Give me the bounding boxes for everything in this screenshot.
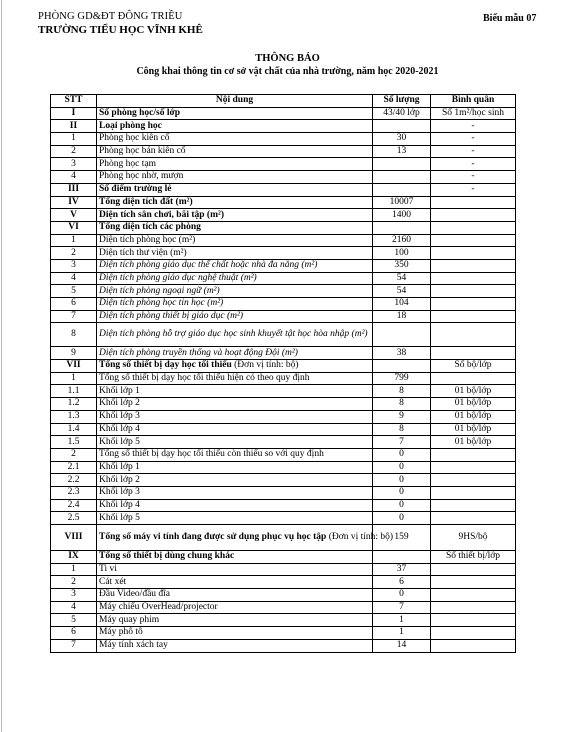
cell-content: Diện tích phòng truyền thống và hoạt động Đội (m²) xyxy=(97,347,373,360)
cell-average: 01 bộ/lớp xyxy=(431,423,516,436)
table-row xyxy=(51,158,516,171)
cell-quantity: 159 xyxy=(373,525,431,551)
cell-quantity: 104 xyxy=(373,298,431,311)
cell-stt: 2.3 xyxy=(51,486,97,499)
cell-quantity: 1 xyxy=(373,614,431,627)
cell-quantity xyxy=(373,158,431,171)
cell-content: Khối lớp 5 xyxy=(97,512,373,525)
cell-average: 01 bộ/lớp xyxy=(431,385,516,398)
table-row xyxy=(51,486,516,499)
cell-average: 9HS/bộ xyxy=(431,525,516,551)
table-row xyxy=(51,525,516,551)
cell-quantity: 1400 xyxy=(373,209,431,222)
facilities-table xyxy=(50,94,516,653)
cell-stt: 1 xyxy=(51,563,97,576)
cell-quantity: 30 xyxy=(373,133,431,146)
cell-content: Tổng diện tích các phòng xyxy=(97,221,373,234)
cell-average: 01 bộ/lớp xyxy=(431,410,516,423)
cell-stt: V xyxy=(51,209,97,222)
table-body xyxy=(51,107,516,652)
doc-title: THÔNG BÁO xyxy=(255,53,320,64)
cell-stt: 2.2 xyxy=(51,474,97,487)
cell-stt: 7 xyxy=(51,310,97,323)
cell-content: Phòng học bán kiên cố xyxy=(97,145,373,158)
table-row xyxy=(51,196,516,209)
cell-stt: 1 xyxy=(51,372,97,385)
cell-average xyxy=(431,512,516,525)
cell-stt: 8 xyxy=(51,323,97,347)
table-row xyxy=(51,285,516,298)
table-row xyxy=(51,133,516,146)
cell-quantity xyxy=(373,360,431,373)
cell-quantity: 6 xyxy=(373,576,431,589)
cell-quantity: 1 xyxy=(373,627,431,640)
agency-name: PHÒNG GD&ĐT ĐÔNG TRIỀU xyxy=(38,11,183,22)
cell-content: Tổng số thiết bị dạy học tối thiểu hiện có theo quy định xyxy=(97,372,373,385)
cell-stt: VII xyxy=(51,360,97,373)
table-row xyxy=(51,221,516,234)
table-row xyxy=(51,310,516,323)
cell-quantity: 8 xyxy=(373,385,431,398)
cell-average xyxy=(431,486,516,499)
cell-average: - xyxy=(431,171,516,184)
cell-content: Cát xét xyxy=(97,576,373,589)
cell-content: Diện tích phòng học (m²) xyxy=(97,234,373,247)
table-row xyxy=(51,372,516,385)
cell-stt: III xyxy=(51,183,97,196)
cell-quantity: 799 xyxy=(373,372,431,385)
cell-content: Khối lớp 1 xyxy=(97,385,373,398)
cell-quantity: 13 xyxy=(373,145,431,158)
table-row xyxy=(51,461,516,474)
cell-average xyxy=(431,589,516,602)
cell-quantity: 0 xyxy=(373,512,431,525)
cell-content: Loại phòng học xyxy=(97,120,373,133)
cell-content: Diện tích phòng giáo dục nghệ thuật (m²) xyxy=(97,272,373,285)
cell-quantity: 10007 xyxy=(373,196,431,209)
cell-average xyxy=(431,234,516,247)
cell-quantity: 0 xyxy=(373,474,431,487)
table-row xyxy=(51,551,516,564)
table-row xyxy=(51,499,516,512)
cell-quantity: 7 xyxy=(373,601,431,614)
header-average: Bình quân xyxy=(431,95,516,108)
cell-stt: 1.3 xyxy=(51,410,97,423)
cell-quantity: 2160 xyxy=(373,234,431,247)
cell-stt: 1.5 xyxy=(51,436,97,449)
cell-stt: 7 xyxy=(51,639,97,652)
cell-average xyxy=(431,639,516,652)
cell-content: Khối lớp 3 xyxy=(97,486,373,499)
cell-content: Diện tích sân chơi, bãi tập (m²) xyxy=(97,209,373,222)
cell-content: Phòng học tạm xyxy=(97,158,373,171)
cell-content: Diện tích phòng ngoại ngữ (m²) xyxy=(97,285,373,298)
table-row xyxy=(51,410,516,423)
cell-content: Tổng số thiết bị dùng chung khác xyxy=(97,551,373,564)
cell-quantity: 0 xyxy=(373,486,431,499)
cell-average xyxy=(431,448,516,461)
page-edge xyxy=(1,0,2,732)
cell-average xyxy=(431,627,516,640)
cell-stt: 5 xyxy=(51,285,97,298)
cell-stt: 4 xyxy=(51,601,97,614)
cell-quantity: 0 xyxy=(373,589,431,602)
cell-average xyxy=(431,499,516,512)
table-row xyxy=(51,360,516,373)
cell-stt: 6 xyxy=(51,298,97,311)
cell-content: Khối lớp 1 xyxy=(97,461,373,474)
cell-content-unit: (Đơn vị tính: bộ) xyxy=(234,360,299,371)
cell-content: Máy tính xách tay xyxy=(97,639,373,652)
cell-stt: 3 xyxy=(51,259,97,272)
cell-content: Ti vi xyxy=(97,563,373,576)
cell-content xyxy=(97,360,373,373)
cell-quantity xyxy=(373,120,431,133)
cell-average xyxy=(431,272,516,285)
cell-average xyxy=(431,563,516,576)
cell-stt: 1.1 xyxy=(51,385,97,398)
cell-content: Diện tích phòng thiết bị giáo dục (m²) xyxy=(97,310,373,323)
cell-stt: 1 xyxy=(51,133,97,146)
cell-content: Máy chiếu OverHead/projector xyxy=(97,601,373,614)
cell-stt: VIII xyxy=(51,525,97,551)
cell-content-unit: (Đơn vị tính: bộ) xyxy=(328,532,394,542)
doc-subtitle: Công khai thông tin cơ sở vật chất của nhà trường, năm học 2020-2021 xyxy=(136,66,439,77)
cell-stt: 3 xyxy=(51,589,97,602)
table-row xyxy=(51,385,516,398)
cell-quantity: 18 xyxy=(373,310,431,323)
cell-average: 01 bộ/lớp xyxy=(431,436,516,449)
cell-quantity: 54 xyxy=(373,285,431,298)
cell-content: Phòng học kiên cố xyxy=(97,133,373,146)
cell-average: - xyxy=(431,120,516,133)
cell-quantity xyxy=(373,221,431,234)
table-row xyxy=(51,601,516,614)
cell-stt: 1.2 xyxy=(51,398,97,411)
table-row xyxy=(51,347,516,360)
cell-average xyxy=(431,247,516,260)
table-row xyxy=(51,474,516,487)
cell-average xyxy=(431,209,516,222)
cell-quantity: 14 xyxy=(373,639,431,652)
cell-average xyxy=(431,310,516,323)
cell-stt: I xyxy=(51,107,97,120)
cell-average xyxy=(431,221,516,234)
cell-quantity: 100 xyxy=(373,247,431,260)
cell-stt: 1 xyxy=(51,234,97,247)
cell-quantity: 350 xyxy=(373,259,431,272)
cell-stt: IX xyxy=(51,551,97,564)
cell-average: - xyxy=(431,183,516,196)
table-row xyxy=(51,145,516,158)
cell-content: Diện tích phòng hỗ trợ giáo dục học sinh khuyết tật học hòa nhập (m²) xyxy=(97,323,373,347)
form-number: Biểu mẫu 07 xyxy=(483,13,537,24)
cell-quantity: 8 xyxy=(373,423,431,436)
cell-stt: II xyxy=(51,120,97,133)
cell-stt: 2 xyxy=(51,576,97,589)
cell-stt: 2 xyxy=(51,145,97,158)
cell-average xyxy=(431,601,516,614)
cell-quantity: 0 xyxy=(373,499,431,512)
cell-average: 01 bộ/lớp xyxy=(431,398,516,411)
table-row xyxy=(51,512,516,525)
cell-content: Khối lớp 4 xyxy=(97,423,373,436)
table-row xyxy=(51,563,516,576)
table-header-row xyxy=(51,95,516,108)
cell-stt: 2.5 xyxy=(51,512,97,525)
cell-stt: 2.1 xyxy=(51,461,97,474)
table-row xyxy=(51,272,516,285)
table-row xyxy=(51,627,516,640)
cell-quantity: 8 xyxy=(373,398,431,411)
header-stt: STT xyxy=(51,95,97,108)
school-name: TRƯỜNG TIỂU HỌC VĨNH KHÊ xyxy=(38,24,203,36)
cell-average xyxy=(431,347,516,360)
cell-content: Đầu Video/đầu đĩa xyxy=(97,589,373,602)
cell-content: Khối lớp 4 xyxy=(97,499,373,512)
cell-stt: 2 xyxy=(51,247,97,260)
cell-content: Số phòng học/số lớp xyxy=(97,107,373,120)
header-quantity: Số lượng xyxy=(373,95,431,108)
cell-stt: 1.4 xyxy=(51,423,97,436)
table-row xyxy=(51,576,516,589)
cell-quantity xyxy=(373,551,431,564)
cell-content: Diện tích thư viện (m²) xyxy=(97,247,373,260)
cell-average xyxy=(431,196,516,209)
table-row xyxy=(51,234,516,247)
table-row xyxy=(51,209,516,222)
cell-content: Máy phô tô xyxy=(97,627,373,640)
table-row xyxy=(51,398,516,411)
cell-average xyxy=(431,614,516,627)
cell-quantity: 43/40 lớp xyxy=(373,107,431,120)
cell-content: Khối lớp 2 xyxy=(97,398,373,411)
cell-average: - xyxy=(431,145,516,158)
cell-quantity: 7 xyxy=(373,436,431,449)
cell-stt: 3 xyxy=(51,158,97,171)
cell-content: Tổng số thiết bị dạy học tối thiểu còn thiếu so với quy định xyxy=(97,448,373,461)
table-row xyxy=(51,120,516,133)
cell-quantity: 0 xyxy=(373,448,431,461)
cell-stt: 4 xyxy=(51,272,97,285)
cell-average: Số thiết bị/lớp xyxy=(431,551,516,564)
cell-stt: 9 xyxy=(51,347,97,360)
header-content: Nội dung xyxy=(97,95,373,108)
cell-quantity: 37 xyxy=(373,563,431,576)
cell-average xyxy=(431,474,516,487)
cell-average xyxy=(431,259,516,272)
table-row xyxy=(51,323,516,347)
cell-quantity xyxy=(373,171,431,184)
cell-quantity xyxy=(373,323,431,347)
cell-average: Số 1m²/học sinh xyxy=(431,107,516,120)
cell-quantity: 38 xyxy=(373,347,431,360)
table-row xyxy=(51,436,516,449)
cell-average xyxy=(431,298,516,311)
cell-quantity: 54 xyxy=(373,272,431,285)
table-row xyxy=(51,298,516,311)
table-row xyxy=(51,171,516,184)
cell-stt: 2.4 xyxy=(51,499,97,512)
cell-content-bold: Tổng số máy vi tính đang được sử dụng phục vụ học tập xyxy=(99,532,327,542)
cell-average: Số bộ/lớp xyxy=(431,360,516,373)
cell-content: Diện tích phòng giáo dục thể chất hoặc nhà đa năng (m²) xyxy=(97,259,373,272)
cell-quantity: 0 xyxy=(373,461,431,474)
cell-stt: 5 xyxy=(51,614,97,627)
cell-stt: VI xyxy=(51,221,97,234)
cell-content: Số điểm trường lẻ xyxy=(97,183,373,196)
cell-average xyxy=(431,323,516,347)
cell-content: Diện tích phòng học tin học (m²) xyxy=(97,298,373,311)
table-row xyxy=(51,614,516,627)
cell-quantity xyxy=(373,183,431,196)
cell-average xyxy=(431,285,516,298)
cell-quantity: 9 xyxy=(373,410,431,423)
cell-content: Máy quay phim xyxy=(97,614,373,627)
cell-stt: 2 xyxy=(51,448,97,461)
cell-average: - xyxy=(431,133,516,146)
cell-average: - xyxy=(431,158,516,171)
cell-content: Khối lớp 2 xyxy=(97,474,373,487)
cell-stt: 4 xyxy=(51,171,97,184)
table-row xyxy=(51,107,516,120)
table-row xyxy=(51,259,516,272)
table-row xyxy=(51,183,516,196)
cell-content xyxy=(97,525,394,551)
cell-average xyxy=(431,461,516,474)
table-row xyxy=(51,639,516,652)
cell-stt: 6 xyxy=(51,627,97,640)
table-row xyxy=(51,448,516,461)
cell-content: Khối lớp 5 xyxy=(97,436,373,449)
table-row xyxy=(51,247,516,260)
table-row xyxy=(51,589,516,602)
cell-content: Tổng diện tích đất (m²) xyxy=(97,196,373,209)
cell-content: Khối lớp 3 xyxy=(97,410,373,423)
cell-stt: IV xyxy=(51,196,97,209)
cell-average xyxy=(431,372,516,385)
cell-average xyxy=(431,576,516,589)
table-row xyxy=(51,423,516,436)
cell-content-bold: Tổng số thiết bị dạy học tối thiểu xyxy=(99,360,232,371)
cell-content: Phòng học nhờ, mượn xyxy=(97,171,373,184)
